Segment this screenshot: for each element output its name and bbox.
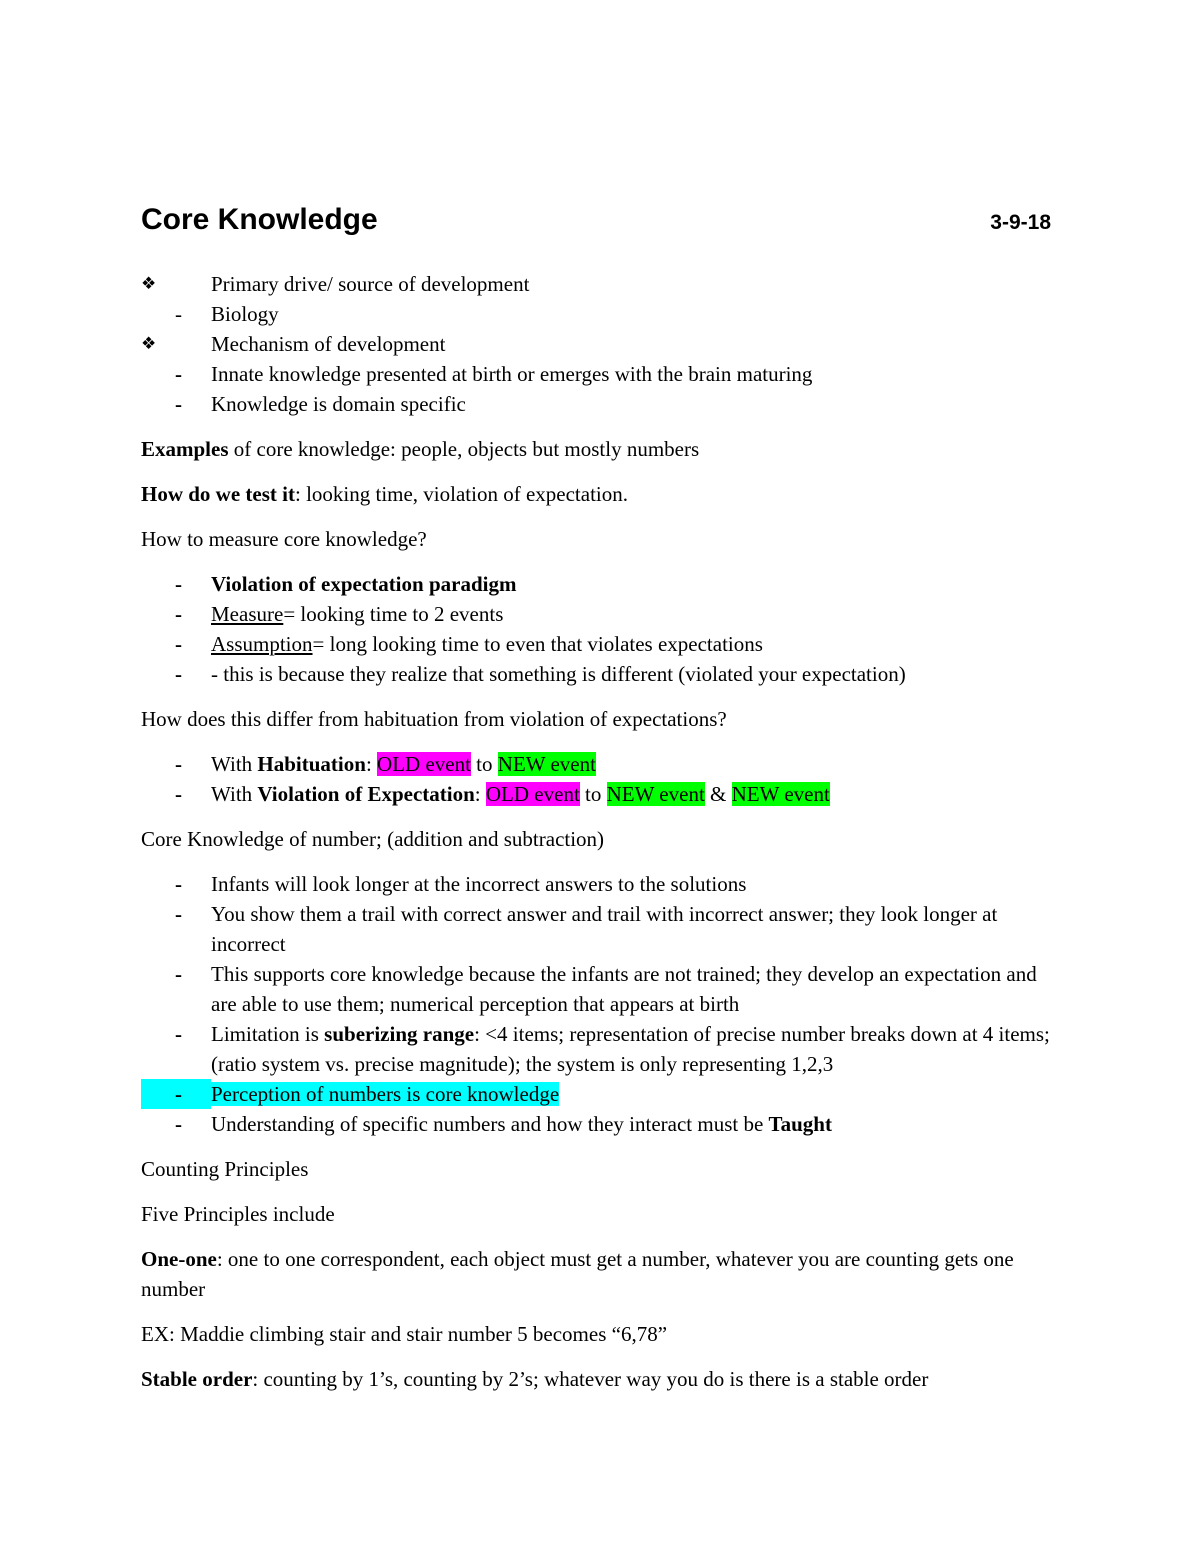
examples-label: Examples bbox=[141, 437, 229, 461]
amp-text: & bbox=[704, 782, 732, 806]
list-item-text: This supports core knowledge because the infants are not trained; they develop an expectation and are able to use them; numerical perception that appears at birth bbox=[211, 962, 1037, 1016]
number-heading: Core Knowledge of number; (addition and subtraction) bbox=[141, 827, 605, 851]
list-item bbox=[141, 599, 1061, 629]
list-item-text bbox=[211, 1109, 1061, 1139]
list-item bbox=[141, 1019, 1061, 1079]
list-item-text: Infants will look longer at the incorrect answers to the solutions bbox=[211, 872, 747, 896]
dash-bullet: - bbox=[175, 752, 182, 776]
one-one-paragraph bbox=[141, 1244, 1061, 1304]
list-item-text bbox=[211, 599, 1061, 629]
limitation-text: Limitation is bbox=[211, 1022, 325, 1046]
dash-bullet: - bbox=[175, 902, 182, 926]
dash-bullet: - bbox=[175, 1022, 182, 1046]
list-item bbox=[141, 869, 1061, 899]
page-title: Core Knowledge bbox=[141, 203, 378, 236]
dash-bullet: - bbox=[175, 362, 182, 386]
stable-order-label: Stable order bbox=[141, 1367, 253, 1391]
colon-text: : bbox=[474, 782, 486, 806]
assumption-text: = long looking time to even that violates expectations bbox=[312, 632, 763, 656]
with-text: With bbox=[211, 752, 258, 776]
list-item bbox=[141, 1109, 1061, 1139]
suberizing-range-label: suberizing range bbox=[324, 1022, 475, 1046]
list-item-text bbox=[211, 1079, 1061, 1109]
list-item bbox=[141, 899, 1061, 959]
list-item-text: Primary drive/ source of development bbox=[211, 272, 530, 296]
how-test-paragraph bbox=[141, 479, 1061, 509]
diamond-bullet-icon: ❖ bbox=[141, 334, 157, 353]
differ-question: How does this differ from habituation from violation of expectations? bbox=[141, 707, 727, 731]
comparison-list bbox=[141, 749, 1061, 809]
list-item-text bbox=[211, 629, 1061, 659]
old-event-highlight: OLD event bbox=[485, 782, 580, 806]
core-knowledge-highlight: Perception of numbers is core knowledge bbox=[211, 1082, 560, 1106]
number-list bbox=[141, 869, 1061, 1139]
dash-bullet: - bbox=[175, 782, 182, 806]
list-item bbox=[141, 959, 1061, 1019]
measure-list bbox=[141, 569, 1061, 689]
one-one-label: One-one bbox=[141, 1247, 217, 1271]
understanding-text: Understanding of specific numbers and how they interact must be bbox=[211, 1112, 769, 1136]
new-event-highlight: NEW event bbox=[731, 782, 830, 806]
habituation-label: Habituation bbox=[257, 752, 366, 776]
to-text: to bbox=[579, 782, 607, 806]
measure-label: Measure bbox=[211, 602, 284, 626]
list-item-text: Mechanism of development bbox=[211, 332, 446, 356]
measure-text: = looking time to 2 events bbox=[283, 602, 504, 626]
how-test-text: : looking time, violation of expectation. bbox=[294, 482, 629, 506]
with-text: With bbox=[211, 782, 258, 806]
list-item-text: Knowledge is domain specific bbox=[211, 392, 466, 416]
habituation-line bbox=[211, 749, 1061, 779]
list-item bbox=[141, 1079, 1061, 1109]
examples-text: of core knowledge: people, objects but mostly numbers bbox=[228, 437, 700, 461]
list-item bbox=[141, 629, 1061, 659]
counting-heading: Counting Principles bbox=[141, 1157, 309, 1181]
dash-bullet: - bbox=[175, 572, 182, 596]
voe-line bbox=[211, 779, 1061, 809]
intro-list bbox=[141, 269, 1061, 419]
list-item-text: Biology bbox=[211, 302, 279, 326]
list-item bbox=[141, 659, 1061, 689]
old-event-highlight: OLD event bbox=[377, 752, 471, 776]
limitation-rest: : <4 items; representation of precise number breaks down at 4 items; (ratio system vs. precise magnitude); the system is only representing 1,2,3 bbox=[211, 1022, 1050, 1076]
list-item-text: Innate knowledge presented at birth or emerges with the brain maturing bbox=[211, 362, 813, 386]
how-test-label: How do we test it bbox=[141, 482, 295, 506]
list-item-text bbox=[211, 1019, 1061, 1079]
list-item bbox=[141, 299, 1061, 329]
stable-order-paragraph bbox=[141, 1364, 1061, 1394]
list-item bbox=[141, 749, 1061, 779]
list-item bbox=[141, 779, 1061, 809]
document-body bbox=[141, 205, 1061, 1394]
five-principles-text: Five Principles include bbox=[141, 1202, 335, 1226]
dash-bullet: - bbox=[175, 872, 182, 896]
new-event-highlight: NEW event bbox=[497, 752, 596, 776]
taught-label: Taught bbox=[768, 1112, 832, 1136]
new-event-highlight: NEW event bbox=[606, 782, 705, 806]
title-row bbox=[141, 205, 1061, 249]
list-item bbox=[141, 389, 1061, 419]
dash-bullet: - bbox=[175, 1112, 182, 1136]
list-item-text: You show them a trail with correct answer and trail with incorrect answer; they look longer at incorrect bbox=[211, 902, 998, 956]
dash-bullet: - bbox=[175, 632, 182, 656]
example-paragraph: EX: Maddie climbing stair and stair number 5 becomes “6,78” bbox=[141, 1322, 668, 1346]
stable-order-text: : counting by 1’s, counting by 2’s; whatever way you do is there is a stable order bbox=[252, 1367, 929, 1391]
list-item-text: Violation of expectation paradigm bbox=[211, 572, 517, 596]
date-label: 3-9-18 bbox=[990, 211, 1051, 234]
dash-bullet: - bbox=[175, 602, 182, 626]
voe-label: Violation of Expectation bbox=[257, 782, 475, 806]
how-measure-paragraph: How to measure core knowledge? bbox=[141, 527, 427, 551]
dash-bullet: - bbox=[175, 962, 182, 986]
dash-bullet: - bbox=[175, 302, 182, 326]
list-item bbox=[141, 269, 1061, 299]
to-text: to bbox=[470, 752, 498, 776]
list-item bbox=[141, 359, 1061, 389]
list-item bbox=[141, 569, 1061, 599]
dash-bullet: - bbox=[141, 1079, 211, 1109]
dash-bullet: - bbox=[175, 662, 182, 686]
assumption-label: Assumption bbox=[211, 632, 313, 656]
list-item bbox=[141, 329, 1061, 359]
dash-bullet: - bbox=[175, 392, 182, 416]
list-item-text: - this is because they realize that something is different (violated your expectation) bbox=[211, 662, 906, 686]
one-one-text: : one to one correspondent, each object must get a number, whatever you are counting gets one number bbox=[141, 1247, 1014, 1301]
examples-paragraph bbox=[141, 434, 1061, 464]
colon-text: : bbox=[365, 752, 378, 776]
diamond-bullet-icon: ❖ bbox=[141, 274, 157, 293]
